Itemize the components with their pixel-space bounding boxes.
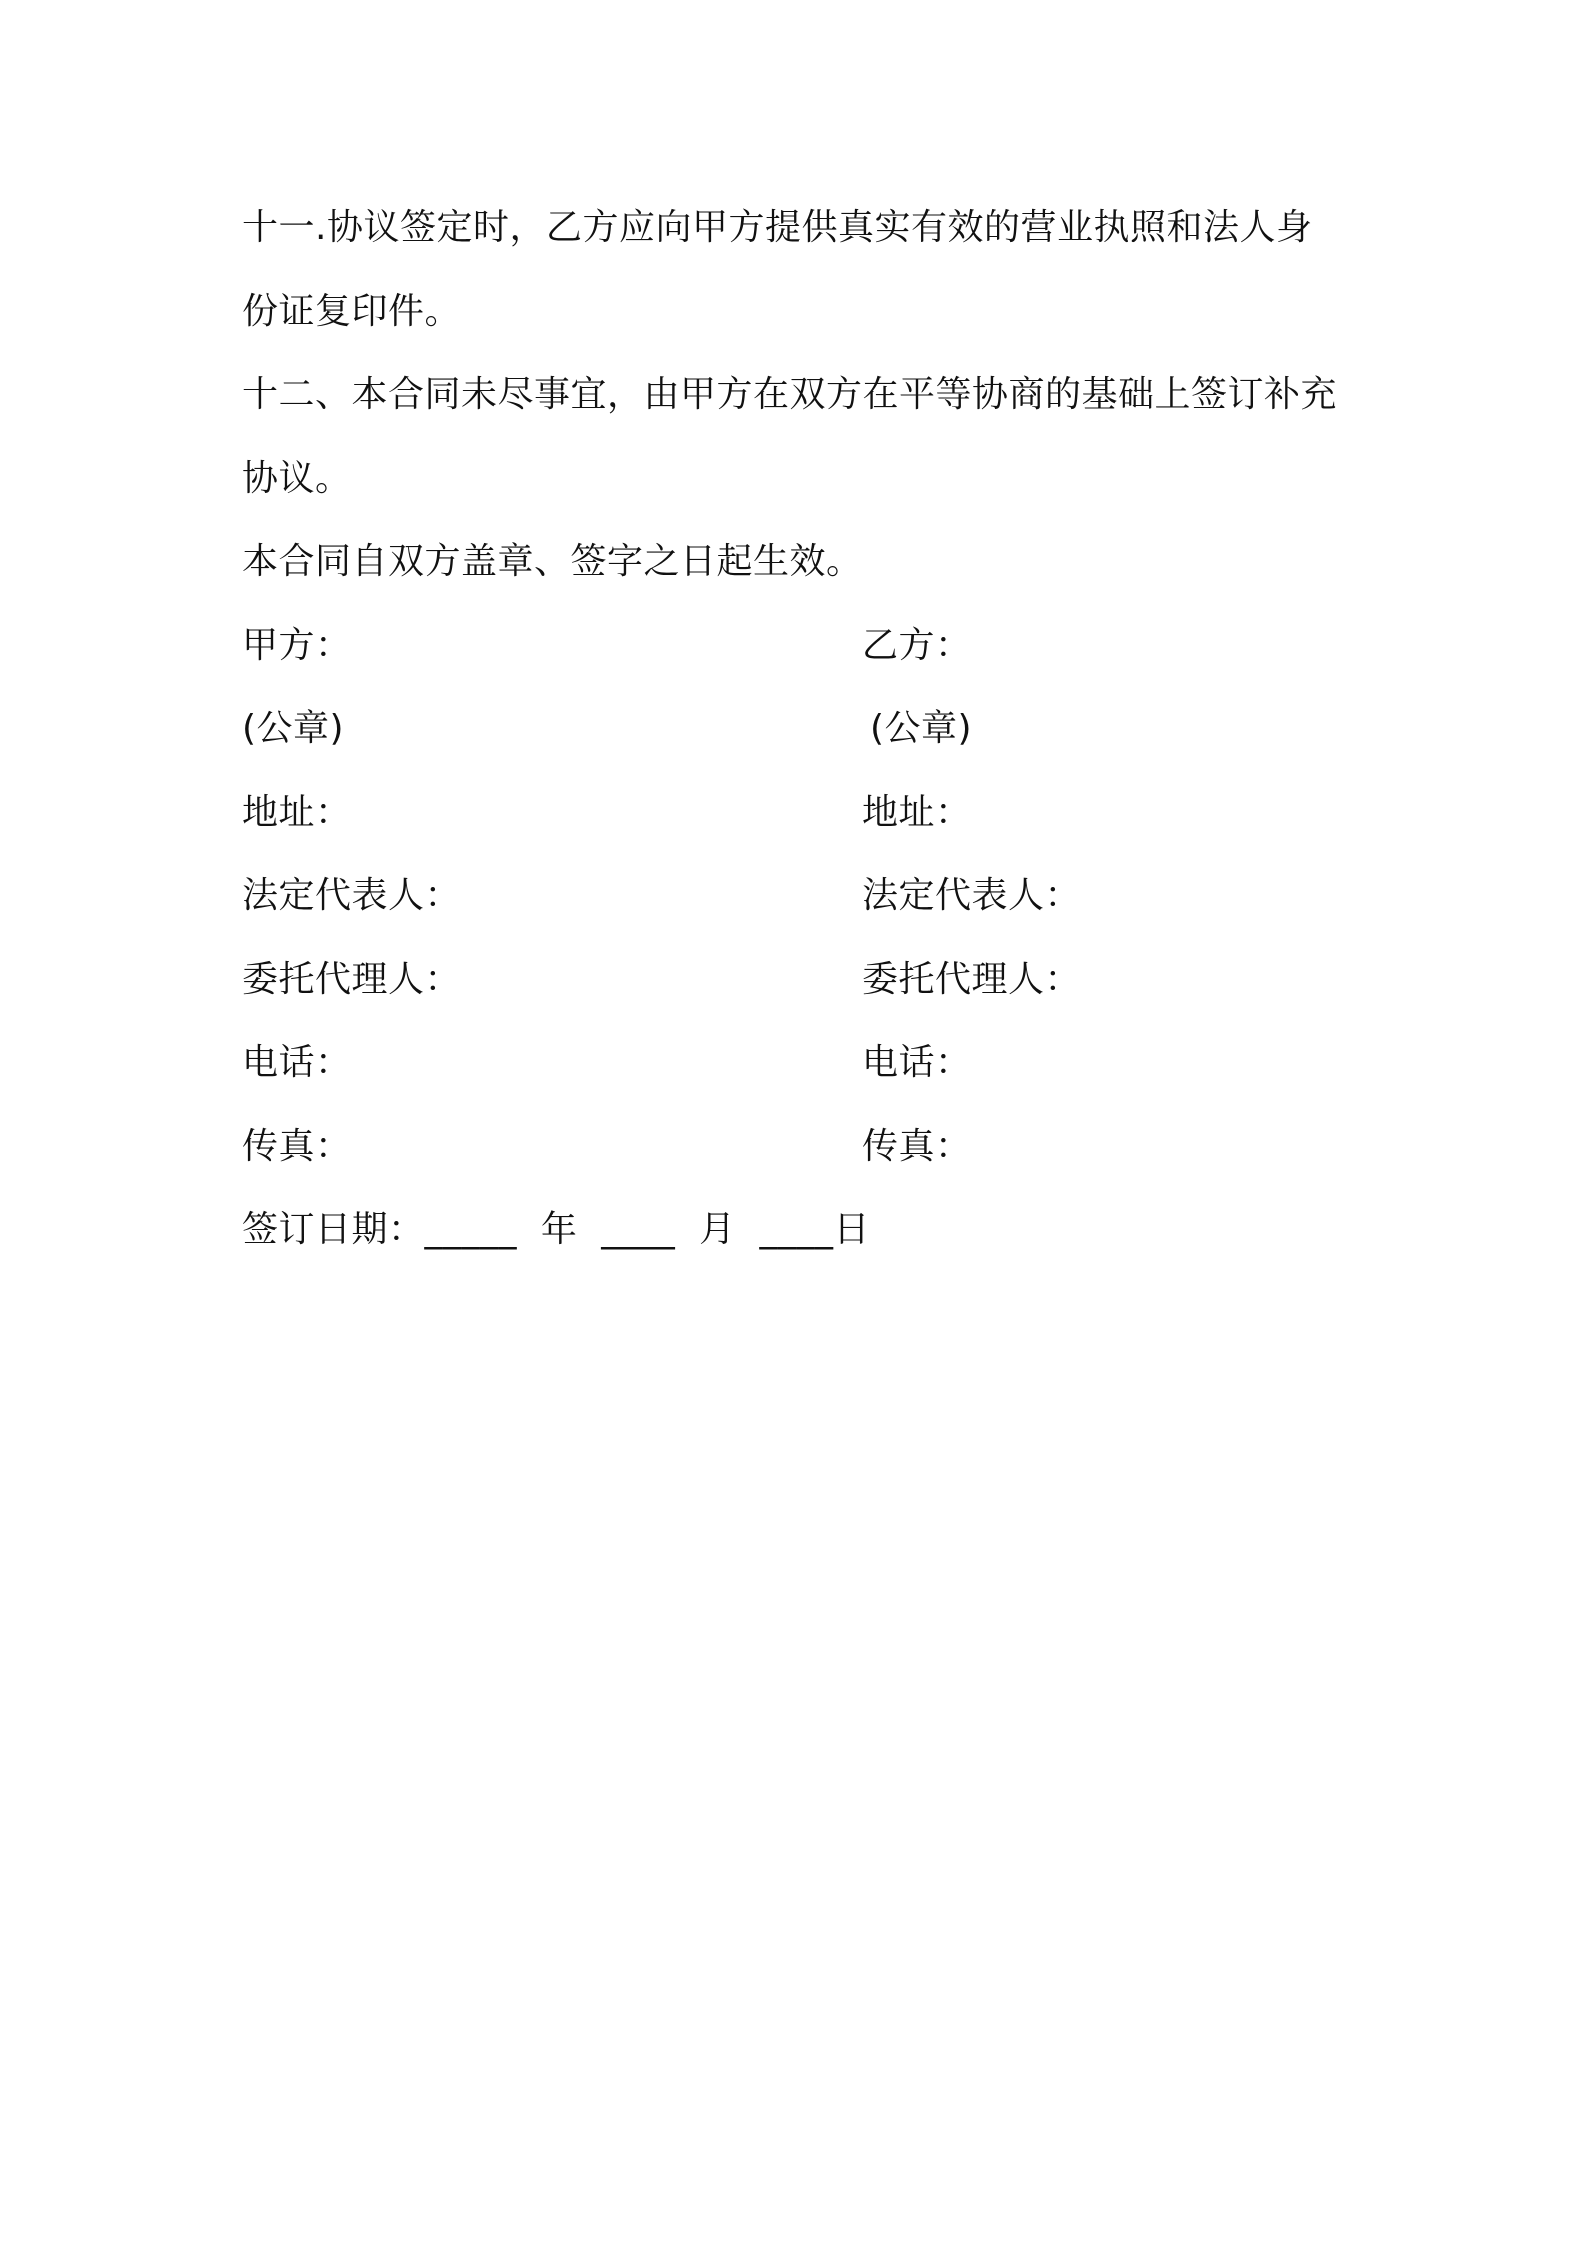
party-b-legal-rep: 法定代表人： [862,875,1082,916]
party-a-agent: 委托代理人： [242,959,462,1000]
clause-11-line-2: 份证复印件。 [242,291,462,332]
party-b-phone: 电话： [862,1042,972,1083]
party-b-fax: 传真： [862,1126,972,1167]
party-a-label: 甲方： [242,625,352,666]
party-b-address: 地址： [862,792,972,833]
party-b-label: 乙方： [862,625,972,666]
party-a-legal-rep: 法定代表人： [242,875,462,916]
clause-11-line-1: 十一.协议签定时，乙方应向甲方提供真实有效的营业执照和法人身 [242,207,1313,248]
effective-statement: 本合同自双方盖章、签字之日起生效。 [242,541,863,582]
clause-12-line-1: 十二、本合同未尽事宜，由甲方在双方在平等协商的基础上签订补充 [242,374,1338,415]
party-b-agent: 委托代理人： [862,959,1082,1000]
party-a-fax: 传真： [242,1126,352,1167]
signing-date: 签订日期：_____ 年 ____ 月 ____日 [242,1209,871,1250]
party-a-address: 地址： [242,792,352,833]
party-a-seal: (公章) [242,708,345,749]
party-b-seal: (公章) [870,708,973,749]
clause-12-line-2: 协议。 [242,458,352,499]
party-a-phone: 电话： [242,1042,352,1083]
